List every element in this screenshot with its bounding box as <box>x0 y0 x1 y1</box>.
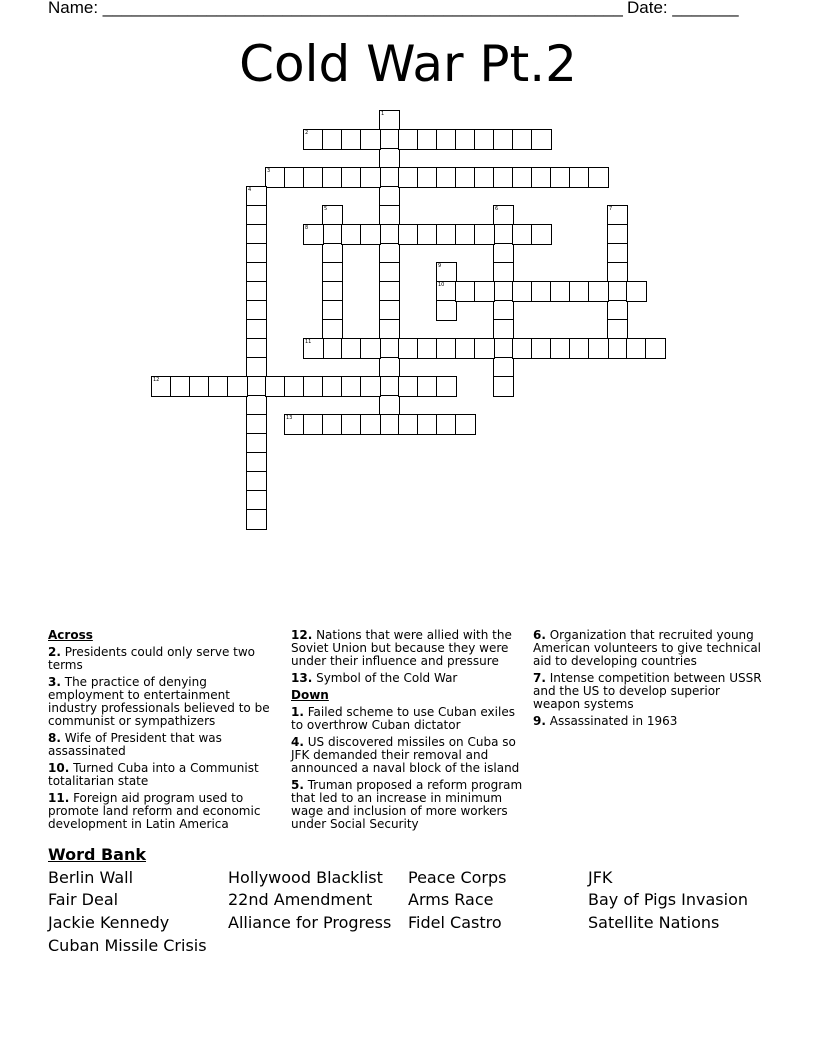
word-bank-item: JFK <box>588 868 613 887</box>
crossword-cell[interactable] <box>455 224 476 245</box>
crossword-cell[interactable] <box>379 148 400 169</box>
clues-column-1 <box>48 629 280 835</box>
down-clues-list-2 <box>533 629 765 728</box>
crossword-cell[interactable] <box>512 129 533 150</box>
crossword-cell[interactable] <box>322 262 343 283</box>
crossword-cell[interactable] <box>379 338 400 359</box>
crossword-cell[interactable] <box>436 262 457 283</box>
crossword-cell[interactable] <box>398 414 419 435</box>
clue-num: 5. <box>291 778 304 792</box>
crossword-cell[interactable] <box>284 414 305 435</box>
clue-number: 9 <box>438 263 442 269</box>
crossword-cell[interactable] <box>455 338 476 359</box>
crossword-cell[interactable] <box>360 224 381 245</box>
clue-num: 8. <box>48 731 61 745</box>
across-clues-list-1 <box>48 646 280 831</box>
clue-text: Organization that recruited young American volunteers to give technical aid to developing countries <box>533 628 762 668</box>
crossword-cell[interactable] <box>550 167 571 188</box>
clue-number: 13 <box>286 415 293 421</box>
crossword-cell[interactable] <box>246 376 267 397</box>
crossword-cell[interactable] <box>512 281 533 302</box>
crossword-cell[interactable] <box>379 300 400 321</box>
crossword-cell[interactable] <box>493 376 514 397</box>
crossword-cell[interactable] <box>246 300 267 321</box>
crossword-cell[interactable] <box>246 414 267 435</box>
clue-text: US discovered missiles on Cuba so JFK demanded their removal and announced a naval block of the island <box>291 735 520 775</box>
clue-text: Foreign aid program used to promote land reform and economic development in Latin America <box>48 791 261 831</box>
crossword-cell[interactable] <box>208 376 229 397</box>
crossword-cell[interactable] <box>322 414 343 435</box>
crossword-cell[interactable] <box>246 319 267 340</box>
crossword-cell[interactable] <box>436 338 457 359</box>
crossword-cell[interactable] <box>493 262 514 283</box>
crossword-cell[interactable] <box>322 300 343 321</box>
crossword-cell[interactable] <box>303 167 324 188</box>
crossword-cell[interactable] <box>398 224 419 245</box>
clue-num: 4. <box>291 735 304 749</box>
crossword-cell[interactable] <box>379 262 400 283</box>
crossword-cell[interactable] <box>417 129 438 150</box>
crossword-cell[interactable] <box>607 243 628 264</box>
crossword-cell[interactable] <box>303 414 324 435</box>
clue-item <box>48 676 280 728</box>
crossword-cell[interactable] <box>436 281 457 302</box>
name-line: _______________________________________________________ <box>102 0 623 17</box>
crossword-cell[interactable] <box>341 414 362 435</box>
crossword-cell[interactable] <box>588 281 609 302</box>
word-bank-item: Jackie Kennedy <box>48 913 170 932</box>
crossword-cell[interactable] <box>379 205 400 226</box>
clue-item <box>291 706 523 732</box>
crossword-cell[interactable] <box>436 300 457 321</box>
crossword-cell[interactable] <box>341 167 362 188</box>
crossword-cell[interactable] <box>379 224 400 245</box>
crossword-cell[interactable] <box>607 205 628 226</box>
crossword-cell[interactable] <box>170 376 191 397</box>
across-heading: Across <box>48 628 93 642</box>
clues-column-3 <box>533 629 765 732</box>
crossword-cell[interactable] <box>493 300 514 321</box>
crossword-cell[interactable] <box>246 243 267 264</box>
clue-item <box>533 672 765 711</box>
crossword-cell[interactable] <box>455 129 476 150</box>
clue-num: 2. <box>48 645 61 659</box>
crossword-cell[interactable] <box>626 281 647 302</box>
crossword-cell[interactable] <box>626 338 647 359</box>
crossword-cell[interactable] <box>246 433 267 454</box>
clue-text: Wife of President that was assassinated <box>48 731 222 758</box>
crossword-cell[interactable] <box>493 319 514 340</box>
word-bank-item: Cuban Missile Crisis <box>48 936 207 955</box>
word-bank-item: Fidel Castro <box>408 913 502 932</box>
crossword-cell[interactable] <box>417 414 438 435</box>
word-bank-item: Peace Corps <box>408 868 507 887</box>
crossword-cell[interactable] <box>379 395 400 416</box>
crossword-cell[interactable] <box>436 167 457 188</box>
clue-item <box>48 762 280 788</box>
clues-column-2 <box>291 629 523 835</box>
crossword-cell[interactable] <box>341 224 362 245</box>
crossword-cell[interactable] <box>474 224 495 245</box>
crossword-cell[interactable] <box>436 414 457 435</box>
crossword-cell[interactable] <box>550 338 571 359</box>
crossword-cell[interactable] <box>341 338 362 359</box>
clue-number: 3 <box>267 168 271 174</box>
clue-item <box>533 715 765 728</box>
crossword-cell[interactable] <box>512 224 533 245</box>
crossword-cell[interactable] <box>474 167 495 188</box>
crossword-cell[interactable] <box>322 376 343 397</box>
date-line: _______ <box>672 0 739 17</box>
clue-item <box>291 736 523 775</box>
clue-num: 6. <box>533 628 546 642</box>
crossword-cell[interactable] <box>341 129 362 150</box>
crossword-cell[interactable] <box>398 129 419 150</box>
crossword-cell[interactable] <box>303 129 324 150</box>
crossword-cell[interactable] <box>569 281 590 302</box>
crossword-cell[interactable] <box>246 357 267 378</box>
crossword-cell[interactable] <box>569 167 590 188</box>
crossword-cell[interactable] <box>398 338 419 359</box>
clue-item <box>48 792 280 831</box>
crossword-cell[interactable] <box>398 167 419 188</box>
crossword-cell[interactable] <box>436 129 457 150</box>
crossword-cell[interactable] <box>379 357 400 378</box>
clue-item <box>48 732 280 758</box>
down-heading: Down <box>291 688 329 702</box>
crossword-cell[interactable] <box>607 262 628 283</box>
crossword-cell[interactable] <box>512 338 533 359</box>
crossword-cell[interactable] <box>322 205 343 226</box>
word-bank-item: Alliance for Progress <box>228 913 392 932</box>
crossword-cell[interactable] <box>398 376 419 397</box>
word-bank-item: Berlin Wall <box>48 868 134 887</box>
word-bank-item: Arms Race <box>408 890 494 909</box>
crossword-cell[interactable] <box>474 338 495 359</box>
clue-num: 13. <box>291 671 313 685</box>
crossword-cell[interactable] <box>246 281 267 302</box>
clue-num: 1. <box>291 705 304 719</box>
crossword-cell[interactable] <box>607 224 628 245</box>
crossword-cell[interactable] <box>455 167 476 188</box>
crossword-cell[interactable] <box>607 300 628 321</box>
clue-num: 11. <box>48 791 70 805</box>
crossword-cell[interactable] <box>493 357 514 378</box>
crossword-cell[interactable] <box>531 167 552 188</box>
crossword-cell[interactable] <box>379 129 400 150</box>
crossword-cell[interactable] <box>379 319 400 340</box>
crossword-cell[interactable] <box>151 376 172 397</box>
clue-number: 11 <box>305 339 312 345</box>
clue-number: 7 <box>609 206 613 212</box>
crossword-cell[interactable] <box>379 167 400 188</box>
crossword-cell[interactable] <box>246 395 267 416</box>
crossword-cell[interactable] <box>493 167 514 188</box>
crossword-cell[interactable] <box>474 129 495 150</box>
crossword-cell[interactable] <box>322 338 343 359</box>
crossword-cell[interactable] <box>265 167 286 188</box>
crossword-cell[interactable] <box>322 319 343 340</box>
crossword-cell[interactable] <box>531 281 552 302</box>
clue-number: 4 <box>248 187 252 193</box>
crossword-cell[interactable] <box>436 224 457 245</box>
clue-num: 12. <box>291 628 313 642</box>
clue-item <box>291 779 523 831</box>
crossword-cell[interactable] <box>379 376 400 397</box>
crossword-cell[interactable] <box>645 338 666 359</box>
clue-text: Failed scheme to use Cuban exiles to overthrow Cuban dictator <box>291 705 515 732</box>
crossword-cell[interactable] <box>493 205 514 226</box>
crossword-cell[interactable] <box>303 224 324 245</box>
clue-number: 2 <box>305 130 309 136</box>
clue-item <box>291 672 523 685</box>
crossword-cell[interactable] <box>246 490 267 511</box>
crossword-cell[interactable] <box>379 243 400 264</box>
name-label: Name: <box>48 0 103 17</box>
clue-number: 10 <box>438 282 445 288</box>
crossword-cell[interactable] <box>360 338 381 359</box>
crossword-cell[interactable] <box>531 129 552 150</box>
crossword-cell[interactable] <box>246 471 267 492</box>
clue-text: Nations that were allied with the Soviet Union but because they were under their influence and pressure <box>291 628 512 668</box>
crossword-cell[interactable] <box>455 281 476 302</box>
crossword-cell[interactable] <box>417 224 438 245</box>
clue-num: 10. <box>48 761 70 775</box>
crossword-cell[interactable] <box>322 129 343 150</box>
clue-number: 8 <box>305 225 309 231</box>
crossword-cell[interactable] <box>531 338 552 359</box>
crossword-cell[interactable] <box>360 414 381 435</box>
crossword-cell[interactable] <box>436 376 457 397</box>
crossword-cell[interactable] <box>607 338 628 359</box>
clue-number: 1 <box>381 111 385 117</box>
across-clues-list-2 <box>291 629 523 685</box>
crossword-cell[interactable] <box>474 281 495 302</box>
crossword-cell[interactable] <box>379 281 400 302</box>
crossword-cell[interactable] <box>417 167 438 188</box>
word-bank-item: Satellite Nations <box>588 913 720 932</box>
crossword-cell[interactable] <box>379 414 400 435</box>
word-bank-item: 22nd Amendment <box>228 890 373 909</box>
crossword-cell[interactable] <box>360 376 381 397</box>
crossword-cell[interactable] <box>341 376 362 397</box>
down-clues-list-1 <box>291 706 523 831</box>
crossword-cell[interactable] <box>322 224 343 245</box>
page-title: Cold War Pt.2 <box>239 35 577 93</box>
crossword-cell[interactable] <box>550 281 571 302</box>
word-bank-item: Bay of Pigs Invasion <box>588 890 749 909</box>
clue-num: 7. <box>533 671 546 685</box>
crossword-cell[interactable] <box>246 186 267 207</box>
crossword-cell[interactable] <box>512 167 533 188</box>
crossword-cell[interactable] <box>493 243 514 264</box>
crossword-cell[interactable] <box>322 281 343 302</box>
crossword-cell[interactable] <box>569 338 590 359</box>
crossword-cell[interactable] <box>246 262 267 283</box>
clue-item <box>533 629 765 668</box>
crossword-cell[interactable] <box>246 205 267 226</box>
word-bank-item: Hollywood Blacklist <box>228 868 383 887</box>
clue-number: 12 <box>153 377 160 383</box>
clue-text: Truman proposed a reform program that led to an increase in minimum wage and inclusion of more workers under Social Security <box>291 778 523 831</box>
clue-text: Turned Cuba into a Communist totalitarian state <box>48 761 259 788</box>
crossword-cell[interactable] <box>246 338 267 359</box>
crossword-cell[interactable] <box>284 376 305 397</box>
crossword-cell[interactable] <box>493 338 514 359</box>
clue-number: 5 <box>324 206 328 212</box>
clue-text: The practice of denying employment to entertainment industry professionals believed to be communist or sympathizers <box>48 675 270 728</box>
crossword-cell[interactable] <box>227 376 248 397</box>
crossword-cell[interactable] <box>360 167 381 188</box>
crossword-cell[interactable] <box>493 281 514 302</box>
crossword-cell[interactable] <box>303 338 324 359</box>
crossword-cell[interactable] <box>493 224 514 245</box>
clue-text: Assassinated in 1963 <box>545 714 678 728</box>
clue-number: 6 <box>495 206 499 212</box>
word-bank-title: Word Bank <box>48 845 147 864</box>
crossword-cell[interactable] <box>246 452 267 473</box>
clue-text: Intense competition between USSR and the US to develop superior weapon systems <box>533 671 762 711</box>
crossword-cell[interactable] <box>360 129 381 150</box>
crossword-cell[interactable] <box>303 376 324 397</box>
crossword-cell[interactable] <box>455 414 476 435</box>
clue-text: Presidents could only serve two terms <box>48 645 256 672</box>
crossword-cell[interactable] <box>531 224 552 245</box>
word-bank-item: Fair Deal <box>48 890 119 909</box>
clue-item <box>48 646 280 672</box>
crossword-cell[interactable] <box>189 376 210 397</box>
crossword-cell[interactable] <box>322 167 343 188</box>
crossword-cell[interactable] <box>417 338 438 359</box>
crossword-cell[interactable] <box>322 243 343 264</box>
crossword-cell[interactable] <box>417 376 438 397</box>
clue-num: 9. <box>533 714 546 728</box>
crossword-cell[interactable] <box>246 224 267 245</box>
crossword-cell[interactable] <box>588 338 609 359</box>
crossword-cell[interactable] <box>379 110 400 131</box>
clue-num: 3. <box>48 675 61 689</box>
clue-text: Symbol of the Cold War <box>312 671 458 685</box>
clue-item <box>291 629 523 668</box>
crossword-cell[interactable] <box>379 186 400 207</box>
date-label: Date: <box>627 0 673 17</box>
crossword-cell[interactable] <box>265 376 286 397</box>
crossword-cell[interactable] <box>588 167 609 188</box>
crossword-cell[interactable] <box>607 281 628 302</box>
crossword-cell[interactable] <box>493 129 514 150</box>
crossword-cell[interactable] <box>607 319 628 340</box>
crossword-cell[interactable] <box>246 509 267 530</box>
crossword-cell[interactable] <box>284 167 305 188</box>
